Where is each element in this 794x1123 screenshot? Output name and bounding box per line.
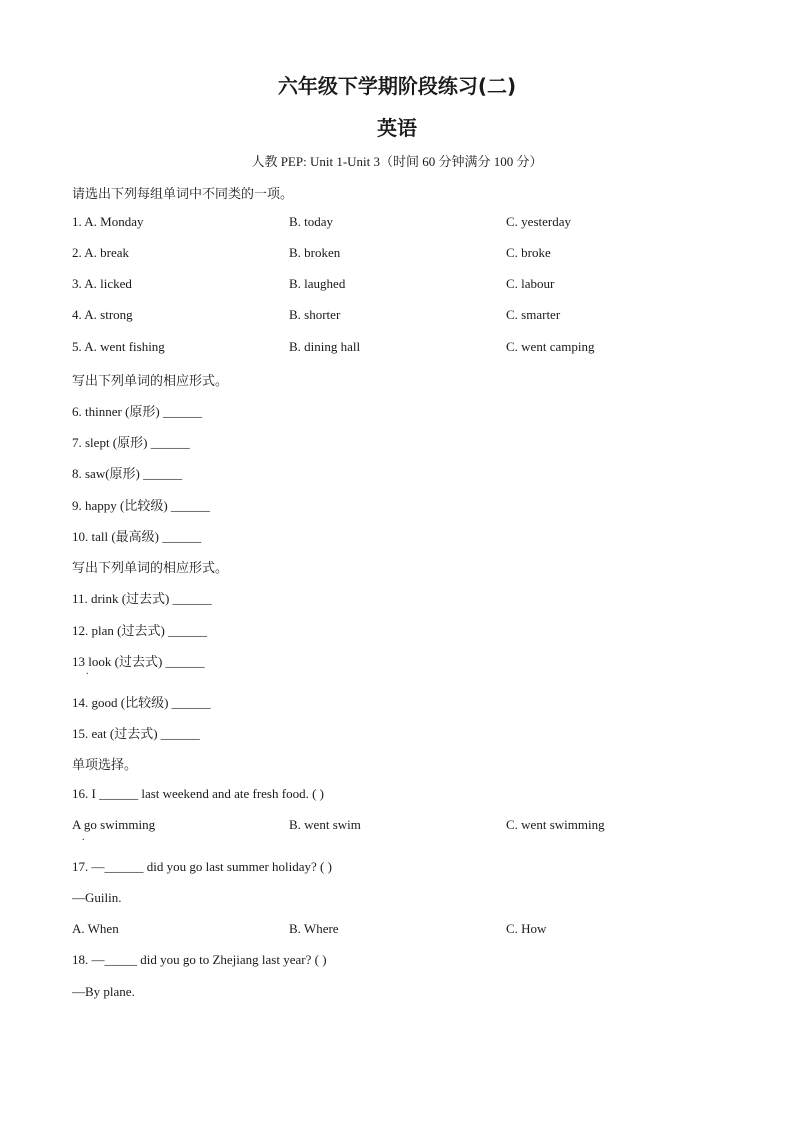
- q2-option-a: 2. A. break: [72, 245, 130, 260]
- q2-option-b: B. broken: [289, 245, 341, 260]
- q4-option-a: 4. A. strong: [72, 307, 133, 322]
- page-title: 六年级下学期阶段练习(二): [277, 74, 517, 98]
- subject-title: 英语: [377, 116, 417, 140]
- section1-instruction: 请选出下列每组单词中不同类的一项。: [72, 186, 294, 201]
- q16-option-b: B. went swim: [289, 817, 361, 832]
- question-8: 8. saw(原形) ______: [72, 466, 183, 481]
- q5-option-a: 5. A. went fishing: [72, 339, 165, 354]
- question-9: 9. happy (比较级) ______: [72, 498, 210, 513]
- section3-instruction: 写出下列单词的相应形式。: [72, 560, 229, 575]
- question-16-stem: 16. I ______ last weekend and ate fresh food. ( ): [72, 786, 324, 801]
- q4-option-c: C. smarter: [506, 307, 561, 322]
- stray-dot-mark: .: [86, 666, 89, 677]
- section2-instruction: 写出下列单词的相应形式。: [72, 373, 229, 388]
- question-6: 6. thinner (原形) ______: [72, 404, 202, 419]
- q16-option-a: A go swimming: [72, 817, 156, 832]
- question-10: 10. tall (最高级) ______: [72, 529, 202, 544]
- question-17-answer: —Guilin.: [72, 890, 122, 905]
- q17-option-c: C. How: [506, 921, 547, 936]
- q3-option-c: C. labour: [506, 276, 555, 291]
- question-7: 7. slept (原形) ______: [72, 435, 190, 450]
- q2-option-c: C. broke: [506, 245, 551, 260]
- q16-option-c: C. went swimming: [506, 817, 605, 832]
- question-11: 11. drink (过去式) ______: [72, 591, 212, 606]
- q5-option-b: B. dining hall: [289, 339, 361, 354]
- q3-option-a: 3. A. licked: [72, 276, 132, 291]
- exam-info: 人教 PEP: Unit 1-Unit 3（时间 60 分钟满分 100 分）: [251, 154, 543, 169]
- question-15: 15. eat (过去式) ______: [72, 726, 200, 741]
- q1-option-a: 1. A. Monday: [72, 214, 144, 229]
- question-18-answer: —By plane.: [72, 984, 135, 999]
- section4-instruction: 单项选择。: [72, 757, 138, 772]
- q3-option-b: B. laughed: [289, 276, 346, 291]
- q17-option-a: A. When: [72, 921, 119, 936]
- question-13: 13 look (过去式) ______: [72, 654, 205, 669]
- q1-option-c: C. yesterday: [506, 214, 571, 229]
- q5-option-c: C. went camping: [506, 339, 595, 354]
- question-17-stem: 17. —______ did you go last summer holiday? ( ): [72, 859, 332, 874]
- q1-option-b: B. today: [289, 214, 334, 229]
- q17-option-b: B. Where: [289, 921, 339, 936]
- question-12: 12. plan (过去式) ______: [72, 623, 208, 638]
- stray-dot-mark: .: [82, 832, 85, 843]
- question-14: 14. good (比较级) ______: [72, 695, 211, 710]
- q4-option-b: B. shorter: [289, 307, 341, 322]
- question-18-stem: 18. —_____ did you go to Zhejiang last year? ( ): [72, 952, 327, 967]
